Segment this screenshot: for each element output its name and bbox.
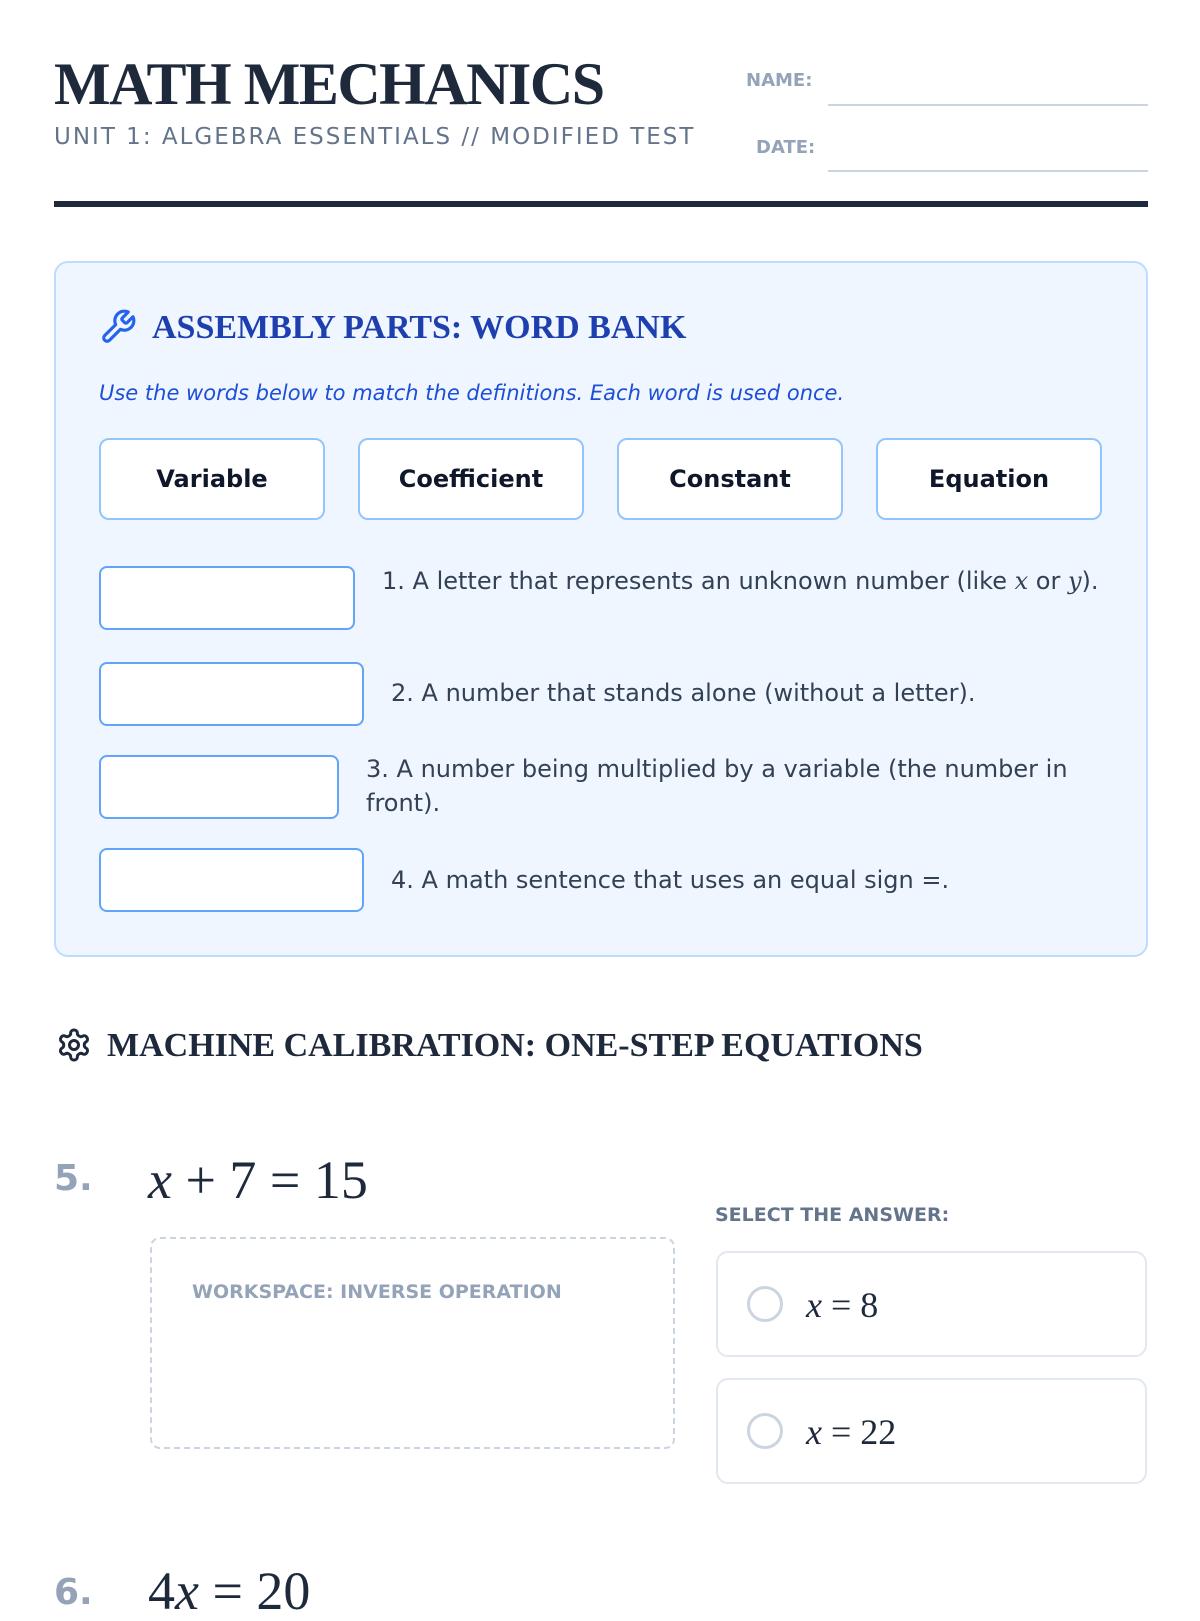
answer-box-4[interactable] bbox=[99, 848, 364, 912]
section-title: MACHINE CALIBRATION: ONE-STEP EQUATIONS bbox=[107, 1027, 923, 1064]
name-field[interactable] bbox=[828, 104, 1148, 106]
answer-choice-1-label: x = 8 bbox=[806, 1285, 879, 1325]
question-5-equation: x + 7 = 15 bbox=[148, 1150, 368, 1210]
word-chip-equation[interactable]: Equation bbox=[876, 438, 1102, 520]
answer-box-2[interactable] bbox=[99, 662, 364, 726]
definition-2: 2. A number that stands alone (without a letter). bbox=[391, 679, 976, 707]
header-divider bbox=[54, 201, 1148, 207]
page-title: MATH MECHANICS bbox=[54, 51, 604, 117]
word-chip-coefficient[interactable]: Coefficient bbox=[358, 438, 584, 520]
name-label: NAME: bbox=[746, 70, 813, 91]
word-bank-instructions: Use the words below to match the definitions. Each word is used once. bbox=[99, 381, 845, 405]
date-label: DATE: bbox=[756, 137, 816, 158]
word-chip-constant[interactable]: Constant bbox=[617, 438, 843, 520]
answer-box-1[interactable] bbox=[99, 566, 355, 630]
definition-1: 1. A letter that represents an unknown number (like x or y). bbox=[382, 567, 1099, 595]
word-chip-variable[interactable]: Variable bbox=[99, 438, 325, 520]
question-6-equation: 4x = 20 bbox=[148, 1561, 311, 1621]
radio-button-2[interactable] bbox=[747, 1413, 783, 1449]
page-subtitle: UNIT 1: ALGEBRA ESSENTIALS // MODIFIED TEST bbox=[54, 124, 696, 150]
select-answer-label: SELECT THE ANSWER: bbox=[715, 1204, 950, 1226]
definition-3: 3. A number being multiplied by a variable (the number in front). bbox=[366, 755, 1068, 817]
workspace-label: WORKSPACE: INVERSE OPERATION bbox=[192, 1281, 562, 1303]
question-number-5: 5. bbox=[54, 1158, 93, 1199]
radio-button-1[interactable] bbox=[747, 1286, 783, 1322]
workspace-box[interactable] bbox=[150, 1237, 675, 1449]
answer-choice-2-label: x = 22 bbox=[806, 1412, 897, 1452]
answer-box-3[interactable] bbox=[99, 755, 339, 819]
question-number-6: 6. bbox=[54, 1572, 93, 1613]
date-field[interactable] bbox=[828, 170, 1148, 172]
word-bank-title: ASSEMBLY PARTS: WORD BANK bbox=[152, 309, 687, 346]
gear-icon bbox=[56, 1027, 92, 1063]
wrench-icon bbox=[99, 308, 137, 346]
definition-4: 4. A math sentence that uses an equal sign =. bbox=[391, 866, 950, 894]
